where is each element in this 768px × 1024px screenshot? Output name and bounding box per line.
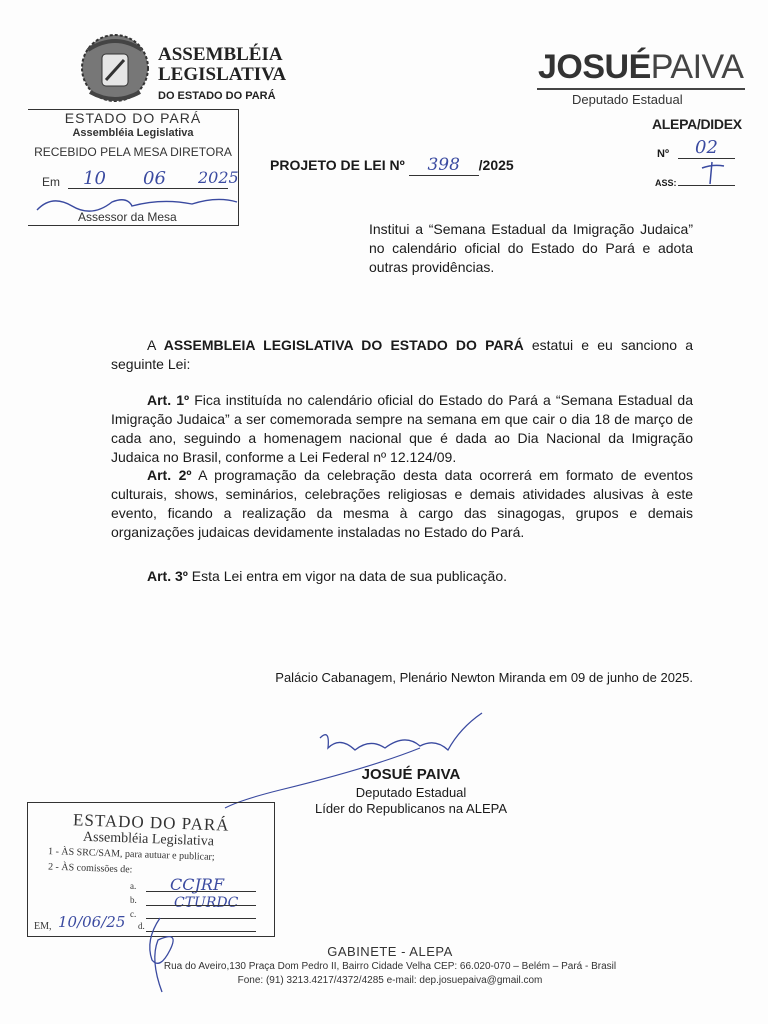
stamp-year: 2025 xyxy=(198,168,239,187)
coat-of-arms-icon xyxy=(78,30,152,106)
place-date: Palácio Cabanagem, Plenário Newton Miranda em 09 de junho de 2025. xyxy=(275,670,693,685)
assembly-line3: DO ESTADO DO PARÁ xyxy=(158,90,276,102)
dispatch-assembly: Assembléia Legislativa xyxy=(82,829,215,850)
stamp-received-text: RECEBIDO PELA MESA DIRETORA xyxy=(34,145,232,159)
stamp-signer-role: Assessor da Mesa xyxy=(78,210,177,224)
preamble-assembly: ASSEMBLEIA LEGISLATIVA DO ESTADO DO PARÁ xyxy=(163,337,524,353)
stamp-state: ESTADO DO PARÁ xyxy=(64,110,202,126)
signer-position: Líder do Republicanos na ALEPA xyxy=(314,801,507,816)
dispatch-state: ESTADO DO PARÁ xyxy=(72,810,230,835)
brand-light: PAIVA xyxy=(650,48,744,86)
article-3-label: Art. 3º xyxy=(147,568,188,584)
dispatch-handwritten-b: CTURDC xyxy=(174,895,239,911)
stamp-assembly: Assembléia Legislativa xyxy=(72,127,194,139)
stamp-day: 10 xyxy=(83,168,106,189)
dispatch-date-label: EM, xyxy=(34,921,52,932)
preamble-end: estatui e eu sanciono a seguinte Lei: xyxy=(111,337,693,372)
brand-bold: JOSUÉ xyxy=(538,48,651,86)
article-1-text: Fica instituída no calendário oficial do Estado do Pará a “Semana Estadual da Imigração Judaica” a ser comemorada sempre na semana em que cair o dia 18 de março de cada ano, seguindo a homenagem nacional que é dada ao Dia Nacional da Imigração Judaica no Brasil, conforme a Lei Federal nº 12.124/09. xyxy=(111,392,693,465)
dispatch-line4: 2 - ÀS comissões de: xyxy=(47,861,133,876)
received-stamp xyxy=(28,109,239,226)
dispatch-line3: 1 - ÀS SRC/SAM, para autuar e publicar; xyxy=(47,846,215,863)
footer-office: GABINETE - ALEPA xyxy=(327,944,453,959)
bill-title-prefix: PROJETO DE LEI Nº xyxy=(270,157,405,173)
dispatch-handwritten-a: CCJRF xyxy=(170,875,225,894)
stamp-date-label: Em xyxy=(42,175,60,189)
assembly-line1: ASSEMBLÉIA xyxy=(158,44,283,65)
brand-logo xyxy=(538,48,743,87)
bill-title-suffix: /2025 xyxy=(478,157,514,173)
footer-contact: Fone: (91) 3213.4217/4372/4285 e-mail: dep.josuepaiva@gmail.com xyxy=(237,975,543,986)
dispatch-item-b: b. xyxy=(130,895,137,905)
bill-title xyxy=(270,155,514,176)
preamble xyxy=(111,336,693,374)
dispatch-item-a: a. xyxy=(130,881,137,891)
stamp-month: 06 xyxy=(143,168,166,189)
article-2-label: Art. 2º xyxy=(147,467,192,483)
article-2-text: A programação da celebração desta data ocorrerá em formato de eventos culturais, shows, seminários, celebrações religiosas e demais atividades alusivas à este evento, ficando a realização da mesma à cargo das sinagogas, grupos e demais organizações judaicas devidamente instaladas no Estado do Pará. xyxy=(111,467,693,540)
assembly-line2: LEGISLATIVA xyxy=(158,64,287,85)
signer-role: Deputado Estadual xyxy=(355,785,467,800)
dispatch-date-value: 10/06/25 xyxy=(58,913,126,931)
article-3 xyxy=(111,567,693,586)
initial-mark-icon xyxy=(698,160,728,186)
dispatch-item-c: c. xyxy=(130,909,137,919)
preamble-start: A xyxy=(147,337,164,353)
number-value: 02 xyxy=(678,137,735,159)
signature-label: ASS: xyxy=(655,178,677,188)
article-2 xyxy=(111,466,693,542)
number-label: Nº xyxy=(657,148,669,160)
dispatch-item-d: d. xyxy=(138,921,145,931)
bill-summary: Institui a “Semana Estadual da Imigração Judaica” no calendário oficial do Estado do Pará e adota outras providências. xyxy=(369,221,693,275)
article-1 xyxy=(111,391,693,467)
article-3-text: Esta Lei entra em vigor na data de sua publicação. xyxy=(187,568,507,584)
footer-address: Rua do Aveiro,130 Praça Dom Pedro II, Bairro Cidade Velha CEP: 66.020-070 – Belém – Pará - Brasil xyxy=(163,961,617,972)
bill-number: 398 xyxy=(409,155,479,176)
article-1-label: Art. 1º xyxy=(147,392,190,408)
brand-subtitle: Deputado Estadual xyxy=(572,92,683,107)
assembly-name xyxy=(158,45,286,85)
signer-name: JOSUÉ PAIVA xyxy=(361,766,461,783)
protocol-code: ALEPA/DIDEX xyxy=(652,116,742,132)
